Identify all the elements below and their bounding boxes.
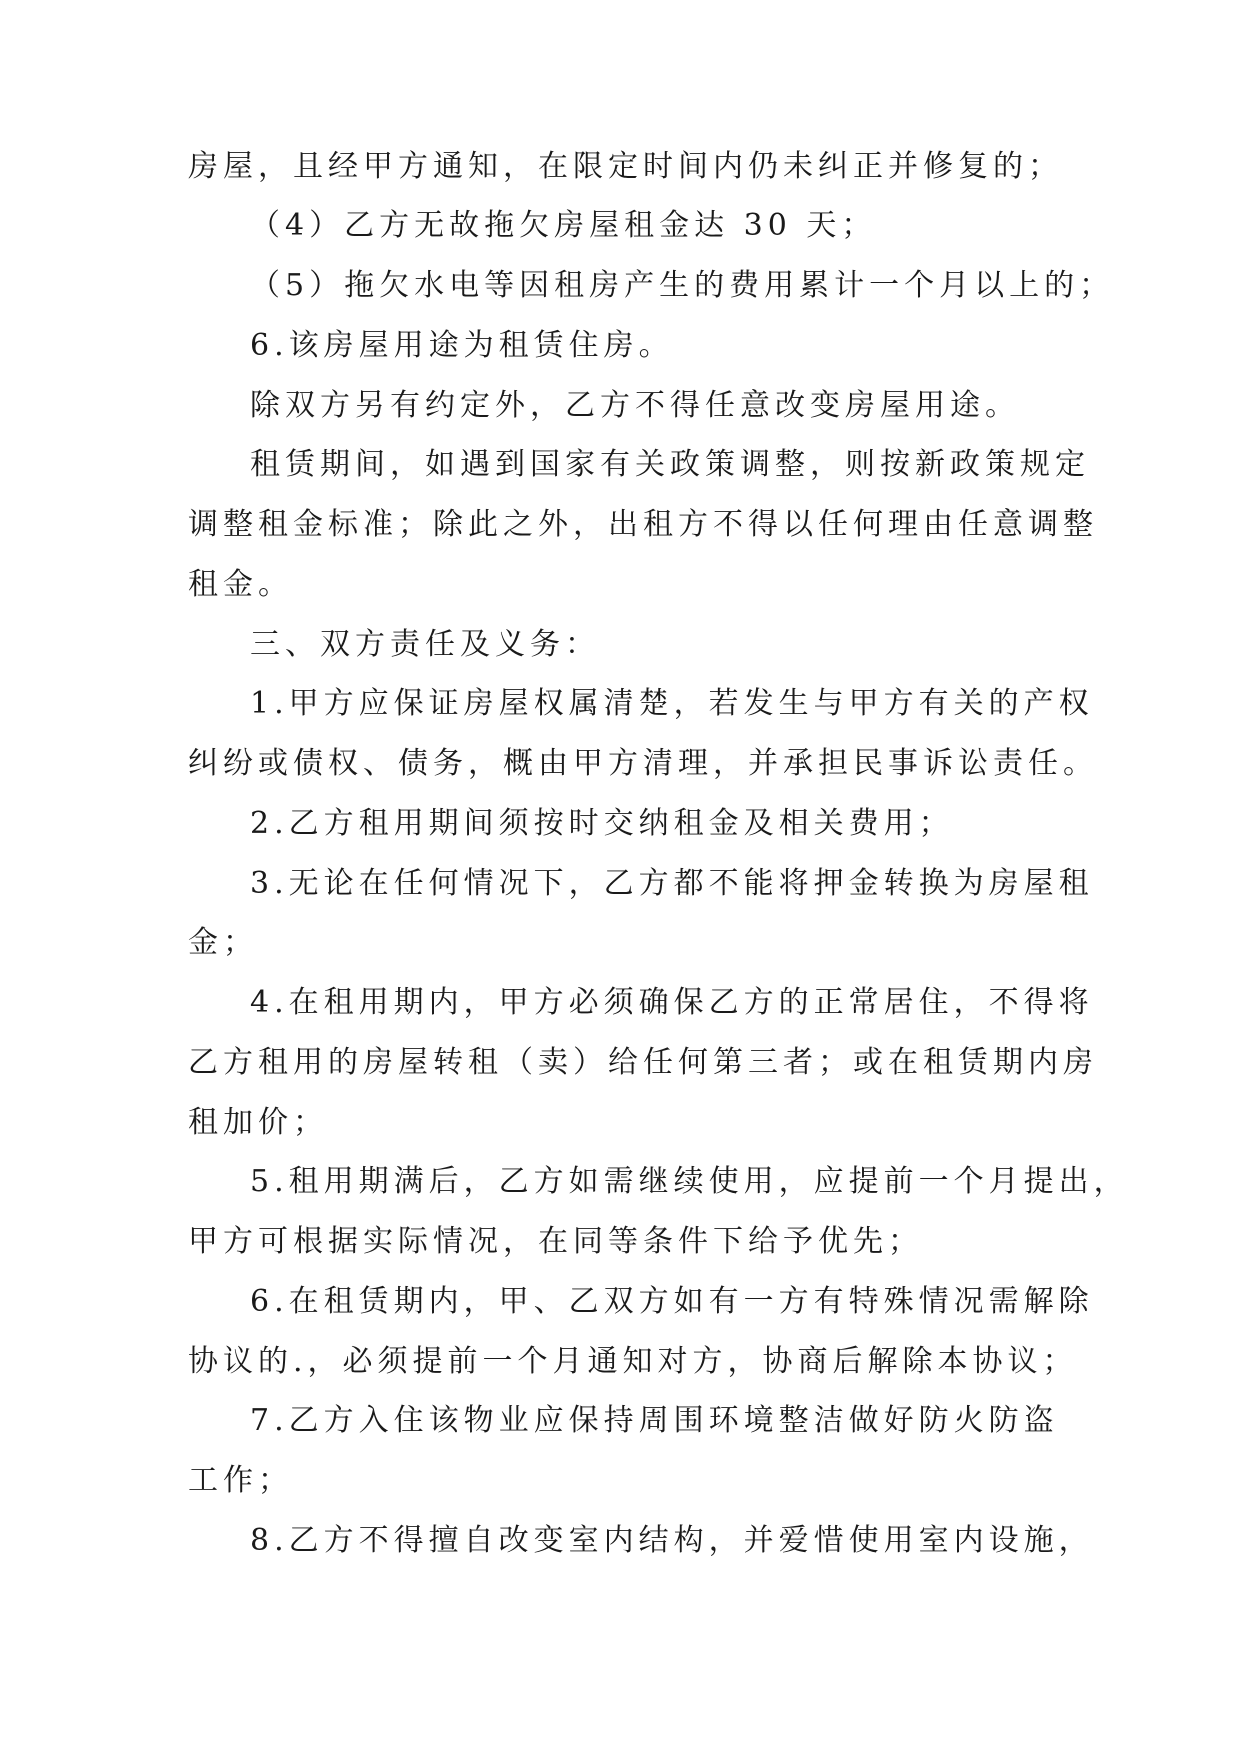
text-line: 2.乙方租用期间须按时交纳租金及相关费用； [250,806,954,841]
text-line: 租赁期间，如遇到国家有关政策调整，则按新政策规定 [250,447,1090,482]
text-line: 金； [188,925,258,960]
text-line: 租金。 [188,567,293,602]
text-line: 4.在租用期内，甲方必须确保乙方的正常居住，不得将 [250,985,1094,1020]
text-line: 8.乙方不得擅自改变室内结构，并爱惜使用室内设施， [250,1523,1094,1558]
text-line: （5）拖欠水电等因租房产生的费用累计一个月以上的； [250,268,1115,303]
text-line: 6.在租赁期内，甲、乙双方如有一方有特殊情况需解除 [250,1284,1094,1319]
text-line: 工作； [188,1463,293,1498]
text-line: 6.该房屋用途为租赁住房。 [250,328,674,363]
text-line: 3.无论在任何情况下，乙方都不能将押金转换为房屋租 [250,866,1094,901]
text-line: 1.甲方应保证房屋权属清楚，若发生与甲方有关的产权 [250,686,1094,721]
text-line: （4）乙方无故拖欠房屋租金达 30 天； [250,208,877,243]
text-line: 除双方另有约定外，乙方不得任意改变房屋用途。 [250,388,1020,423]
text-line: 协议的.，必须提前一个月通知对方，协商后解除本协议； [188,1344,1078,1379]
text-line: 调整租金标准；除此之外，出租方不得以任何理由任意调整 [188,507,1098,542]
text-line: 房屋，且经甲方通知，在限定时间内仍未纠正并修复的； [188,149,1063,184]
text-line: 甲方可根据实际情况，在同等条件下给予优先； [188,1224,923,1259]
text-line: 7.乙方入住该物业应保持周围环境整洁做好防火防盗 [250,1403,1059,1438]
text-line: 5.租用期满后，乙方如需继续使用，应提前一个月提出， [250,1164,1129,1199]
text-line: 乙方租用的房屋转租（卖）给任何第三者；或在租赁期内房 [188,1045,1098,1080]
section-heading: 三、双方责任及义务： [250,627,600,662]
text-line: 纠纷或债权、债务，概由甲方清理，并承担民事诉讼责任。 [188,746,1098,781]
text-line: 租加价； [188,1105,328,1140]
